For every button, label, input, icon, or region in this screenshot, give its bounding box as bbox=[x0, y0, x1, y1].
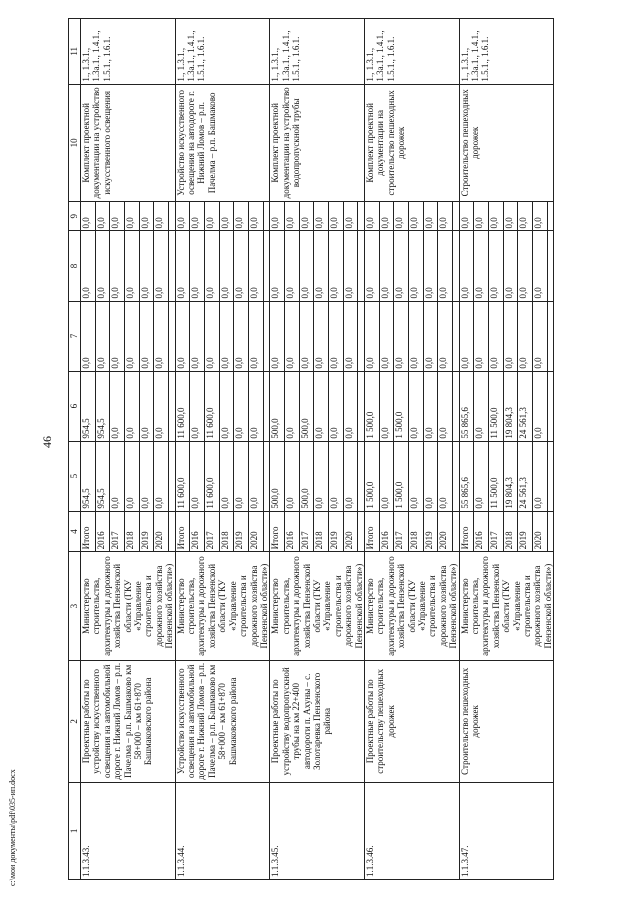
amount-cell: 0,0 bbox=[474, 441, 489, 511]
amount-cell: 0,0 bbox=[438, 231, 453, 301]
amount-cell: 0,0 bbox=[343, 231, 358, 301]
amount-cell: 0,0 bbox=[409, 441, 424, 511]
amount-cell: 0,0 bbox=[125, 202, 140, 231]
amount-cell: 0,0 bbox=[329, 441, 344, 511]
year-cell: 2017 bbox=[394, 511, 409, 552]
responsible-executor: Министерство строительства, архитектуры и дорожного хозяйства Пензенской области (ГКУ «Управление строительства и дорожного хозяйства Пензенской области») bbox=[81, 552, 176, 660]
expected-result: Комплект проектной документации на строительство пешеходных дорожек bbox=[364, 84, 459, 202]
amount-cell: 11 500,0 bbox=[489, 371, 504, 441]
amount-cell: 954,5 bbox=[95, 371, 110, 441]
amount-cell: 19 804,3 bbox=[503, 441, 518, 511]
amount-cell: 0,0 bbox=[438, 301, 453, 371]
year-cell: 2020 bbox=[533, 511, 548, 552]
amount-cell: 954,5 bbox=[95, 441, 110, 511]
amount-cell: 0,0 bbox=[234, 371, 249, 441]
expected-result: Строительство пешеходных дорожек bbox=[459, 84, 554, 202]
year-cell: 2020 bbox=[438, 511, 453, 552]
amount-cell: 0,0 bbox=[190, 231, 205, 301]
year-cell: 2016 bbox=[474, 511, 489, 552]
amount-cell: 0,0 bbox=[110, 202, 125, 231]
activity-code: 1.1.3.43. bbox=[81, 782, 176, 879]
amount-cell: 0,0 bbox=[249, 202, 264, 231]
amount-cell: 0,0 bbox=[205, 301, 220, 371]
amount-cell: 0,0 bbox=[343, 441, 358, 511]
table-row bbox=[270, 19, 285, 880]
amount-cell: 0,0 bbox=[270, 202, 285, 231]
amount-cell: 0,0 bbox=[438, 202, 453, 231]
spacer-cell bbox=[547, 511, 554, 552]
amount-cell: 0,0 bbox=[190, 301, 205, 371]
header-cell: 5 bbox=[69, 441, 81, 511]
year-cell: 2020 bbox=[343, 511, 358, 552]
amount-cell: 0,0 bbox=[125, 231, 140, 301]
target-indicators: 1., 1.3.1., 1.3а.1., 1.4.1., 1.5.1., 1.6.1. bbox=[81, 19, 176, 85]
amount-cell: 0,0 bbox=[459, 202, 474, 231]
amount-cell: 0,0 bbox=[474, 231, 489, 301]
amount-cell: 0,0 bbox=[175, 202, 190, 231]
amount-cell: 0,0 bbox=[95, 202, 110, 231]
target-indicators: 1., 1.3.1., 1.3а.1., 1.4.1., 1.5.1., 1.6.1. bbox=[364, 19, 459, 85]
amount-cell: 0,0 bbox=[329, 371, 344, 441]
amount-cell: 0,0 bbox=[394, 301, 409, 371]
amount-cell: 11 600,0 bbox=[175, 371, 190, 441]
amount-cell: 1 500,0 bbox=[394, 371, 409, 441]
amount-cell: 0,0 bbox=[95, 231, 110, 301]
year-cell: 2020 bbox=[249, 511, 264, 552]
amount-cell: 0,0 bbox=[234, 301, 249, 371]
activity-code: 1.1.3.44. bbox=[175, 782, 270, 879]
amount-cell: 0,0 bbox=[314, 371, 329, 441]
amount-cell: 0,0 bbox=[285, 301, 300, 371]
responsible-executor: Министерство строительства, архитектуры и дорожного хозяйства Пензенской области (ГКУ «Управление строительства и дорожного хозяйства Пензенской области») bbox=[175, 552, 270, 660]
amount-cell: 19 804,3 bbox=[503, 371, 518, 441]
amount-cell: 0,0 bbox=[379, 441, 394, 511]
amount-cell: 0,0 bbox=[459, 301, 474, 371]
amount-cell: 954,5 bbox=[81, 441, 96, 511]
amount-cell: 0,0 bbox=[423, 231, 438, 301]
table-row bbox=[459, 19, 474, 880]
year-cell: 2018 bbox=[409, 511, 424, 552]
rotated-table-container bbox=[68, 18, 588, 880]
amount-cell: 0,0 bbox=[249, 371, 264, 441]
amount-cell: 0,0 bbox=[270, 301, 285, 371]
expected-result: Комплект проектной документации на устройство водопропускной трубы bbox=[270, 84, 365, 202]
amount-cell: 24 561,3 bbox=[518, 371, 533, 441]
year-cell: Итого bbox=[270, 511, 285, 552]
amount-cell: 0,0 bbox=[409, 371, 424, 441]
amount-cell: 0,0 bbox=[154, 441, 169, 511]
amount-cell: 0,0 bbox=[489, 202, 504, 231]
amount-cell: 0,0 bbox=[190, 202, 205, 231]
header-cell: 4 bbox=[69, 511, 81, 552]
amount-cell: 0,0 bbox=[110, 441, 125, 511]
amount-cell: 0,0 bbox=[343, 202, 358, 231]
amount-cell: 0,0 bbox=[379, 301, 394, 371]
amount-cell: 0,0 bbox=[364, 202, 379, 231]
target-indicators: 1., 1.3.1., 1.3а.1., 1.4.1., 1.5.1., 1.6.1. bbox=[459, 19, 554, 85]
amount-cell: 0,0 bbox=[219, 441, 234, 511]
amount-cell: 0,0 bbox=[139, 231, 154, 301]
amount-cell: 0,0 bbox=[423, 371, 438, 441]
year-cell: 2019 bbox=[139, 511, 154, 552]
amount-cell: 0,0 bbox=[518, 231, 533, 301]
amount-cell: 0,0 bbox=[489, 231, 504, 301]
amount-cell: 0,0 bbox=[125, 441, 140, 511]
amount-cell: 1 500,0 bbox=[394, 441, 409, 511]
amount-cell: 0,0 bbox=[285, 441, 300, 511]
amount-cell: 0,0 bbox=[270, 231, 285, 301]
activity-name: Проектные работы по устройству искусственного освещения на автомобильной дороге г. Нижний Ломов – р.п. Пачелма – р.п. Башмаково км 58+000 – км 61+870 Башмаковского района bbox=[81, 660, 176, 782]
amount-cell: 0,0 bbox=[438, 371, 453, 441]
amount-cell: 1 500,0 bbox=[364, 441, 379, 511]
amount-cell: 0,0 bbox=[423, 441, 438, 511]
table-row bbox=[175, 19, 190, 880]
amount-cell: 500,0 bbox=[299, 371, 314, 441]
year-cell: 2020 bbox=[154, 511, 169, 552]
amount-cell: 11 600,0 bbox=[175, 441, 190, 511]
header-cell: 11 bbox=[69, 19, 81, 85]
amount-cell: 0,0 bbox=[329, 231, 344, 301]
expected-result: Комплект проектной документации на устройство искусственного освещения bbox=[81, 84, 176, 202]
header-cell: 3 bbox=[69, 552, 81, 660]
year-cell: 2018 bbox=[314, 511, 329, 552]
activity-name: Проектные работы по устройству водопропускной трубы на км 22+400 автодороги п. Ахуны – с. Золотаревка Пензенского района bbox=[270, 660, 365, 782]
amount-cell: 0,0 bbox=[139, 371, 154, 441]
amount-cell: 0,0 bbox=[314, 231, 329, 301]
amount-cell: 0,0 bbox=[409, 231, 424, 301]
spacer-cell bbox=[547, 301, 554, 371]
activity-name: Проектные работы по строительству пешеходных дорожек bbox=[364, 660, 459, 782]
amount-cell: 0,0 bbox=[533, 301, 548, 371]
header-row bbox=[69, 19, 81, 880]
amount-cell: 0,0 bbox=[139, 441, 154, 511]
table-row bbox=[81, 19, 96, 880]
year-cell: 2017 bbox=[489, 511, 504, 552]
amount-cell: 0,0 bbox=[533, 202, 548, 231]
target-indicators: 1., 1.3.1., 1.3а.1., 1.4.1., 1.5.1., 1.6.1. bbox=[270, 19, 365, 85]
amount-cell: 0,0 bbox=[285, 202, 300, 231]
amount-cell: 0,0 bbox=[394, 202, 409, 231]
target-indicators: 1., 1.3.1., 1.3а.1., 1.4.1., 1.5.1., 1.6.1. bbox=[175, 19, 270, 85]
header-cell: 2 bbox=[69, 660, 81, 782]
year-cell: 2019 bbox=[329, 511, 344, 552]
activity-code: 1.1.3.46. bbox=[364, 782, 459, 879]
amount-cell: 0,0 bbox=[139, 202, 154, 231]
year-cell: 2016 bbox=[379, 511, 394, 552]
amount-cell: 0,0 bbox=[110, 301, 125, 371]
header-cell: 6 bbox=[69, 371, 81, 441]
amount-cell: 0,0 bbox=[503, 202, 518, 231]
year-cell: Итого bbox=[364, 511, 379, 552]
spacer-cell bbox=[547, 441, 554, 511]
year-cell: 2017 bbox=[205, 511, 220, 552]
amount-cell: 0,0 bbox=[175, 301, 190, 371]
amount-cell: 0,0 bbox=[125, 301, 140, 371]
year-cell: 2017 bbox=[110, 511, 125, 552]
amount-cell: 0,0 bbox=[234, 202, 249, 231]
year-cell: 2017 bbox=[299, 511, 314, 552]
amount-cell: 0,0 bbox=[219, 371, 234, 441]
amount-cell: 0,0 bbox=[219, 301, 234, 371]
header-cell: 9 bbox=[69, 202, 81, 231]
header-cell: 1 bbox=[69, 782, 81, 879]
year-cell: 2019 bbox=[423, 511, 438, 552]
year-cell: 2018 bbox=[503, 511, 518, 552]
amount-cell: 0,0 bbox=[95, 301, 110, 371]
amount-cell: 0,0 bbox=[219, 202, 234, 231]
amount-cell: 0,0 bbox=[503, 301, 518, 371]
amount-cell: 0,0 bbox=[314, 301, 329, 371]
amount-cell: 0,0 bbox=[314, 202, 329, 231]
amount-cell: 0,0 bbox=[205, 202, 220, 231]
year-cell: Итого bbox=[175, 511, 190, 552]
amount-cell: 0,0 bbox=[205, 231, 220, 301]
amount-cell: 0,0 bbox=[438, 441, 453, 511]
amount-cell: 0,0 bbox=[285, 231, 300, 301]
header-cell: 7 bbox=[69, 301, 81, 371]
amount-cell: 0,0 bbox=[423, 301, 438, 371]
amount-cell: 500,0 bbox=[270, 371, 285, 441]
activity-code: 1.1.3.45. bbox=[270, 782, 365, 879]
amount-cell: 0,0 bbox=[364, 231, 379, 301]
amount-cell: 0,0 bbox=[299, 231, 314, 301]
amount-cell: 0,0 bbox=[154, 202, 169, 231]
amount-cell: 0,0 bbox=[343, 371, 358, 441]
amount-cell: 0,0 bbox=[533, 231, 548, 301]
year-cell: Итого bbox=[81, 511, 96, 552]
amount-cell: 0,0 bbox=[379, 371, 394, 441]
year-cell: 2018 bbox=[219, 511, 234, 552]
amount-cell: 11 600,0 bbox=[205, 371, 220, 441]
responsible-executor: Министерство строительства, архитектуры и дорожного хозяйства Пензенской области (ГКУ «Управление строительства и дорожного хозяйства Пензенской области») bbox=[270, 552, 365, 660]
expected-result: Устройство искусственного освещения на автодороге г. Нижний Ломов – р.п. Пачелма – р.п. Башмаково bbox=[175, 84, 270, 202]
amount-cell: 0,0 bbox=[518, 202, 533, 231]
spacer-cell bbox=[547, 371, 554, 441]
amount-cell: 0,0 bbox=[329, 301, 344, 371]
amount-cell: 55 865,6 bbox=[459, 371, 474, 441]
year-cell: 2019 bbox=[234, 511, 249, 552]
amount-cell: 0,0 bbox=[190, 441, 205, 511]
amount-cell: 0,0 bbox=[154, 301, 169, 371]
amount-cell: 0,0 bbox=[81, 202, 96, 231]
table-row bbox=[364, 19, 379, 880]
amount-cell: 0,0 bbox=[110, 371, 125, 441]
amount-cell: 0,0 bbox=[459, 231, 474, 301]
amount-cell: 0,0 bbox=[154, 371, 169, 441]
program-activities-table bbox=[68, 18, 554, 880]
amount-cell: 0,0 bbox=[110, 231, 125, 301]
page-number: 46 bbox=[40, 436, 54, 448]
amount-cell: 0,0 bbox=[249, 301, 264, 371]
spacer-cell bbox=[547, 202, 554, 231]
amount-cell: 0,0 bbox=[81, 301, 96, 371]
amount-cell: 0,0 bbox=[379, 231, 394, 301]
amount-cell: 0,0 bbox=[474, 371, 489, 441]
amount-cell: 500,0 bbox=[299, 441, 314, 511]
amount-cell: 0,0 bbox=[379, 202, 394, 231]
amount-cell: 0,0 bbox=[409, 301, 424, 371]
activity-name: Строительство пешеходных дорожек bbox=[459, 660, 554, 782]
amount-cell: 0,0 bbox=[125, 371, 140, 441]
amount-cell: 0,0 bbox=[329, 202, 344, 231]
amount-cell: 0,0 bbox=[234, 441, 249, 511]
amount-cell: 0,0 bbox=[343, 301, 358, 371]
activity-code: 1.1.3.47. bbox=[459, 782, 554, 879]
amount-cell: 1 500,0 bbox=[364, 371, 379, 441]
year-cell: 2018 bbox=[125, 511, 140, 552]
footer-file-path: c:\мои документы\pdf\035-ип.docx bbox=[8, 769, 17, 886]
year-cell: 2019 bbox=[518, 511, 533, 552]
year-cell: 2016 bbox=[95, 511, 110, 552]
amount-cell: 0,0 bbox=[474, 202, 489, 231]
amount-cell: 0,0 bbox=[139, 301, 154, 371]
spacer-cell bbox=[547, 231, 554, 301]
amount-cell: 0,0 bbox=[518, 301, 533, 371]
amount-cell: 0,0 bbox=[219, 231, 234, 301]
amount-cell: 954,5 bbox=[81, 371, 96, 441]
amount-cell: 0,0 bbox=[285, 371, 300, 441]
amount-cell: 0,0 bbox=[175, 231, 190, 301]
amount-cell: 0,0 bbox=[299, 301, 314, 371]
amount-cell: 11 600,0 bbox=[205, 441, 220, 511]
amount-cell: 11 500,0 bbox=[489, 441, 504, 511]
amount-cell: 55 865,6 bbox=[459, 441, 474, 511]
amount-cell: 0,0 bbox=[81, 231, 96, 301]
year-cell: 2016 bbox=[190, 511, 205, 552]
amount-cell: 0,0 bbox=[249, 441, 264, 511]
header-cell: 10 bbox=[69, 84, 81, 202]
amount-cell: 0,0 bbox=[299, 202, 314, 231]
amount-cell: 0,0 bbox=[154, 231, 169, 301]
amount-cell: 0,0 bbox=[423, 202, 438, 231]
amount-cell: 0,0 bbox=[474, 301, 489, 371]
amount-cell: 0,0 bbox=[533, 371, 548, 441]
header-cell: 8 bbox=[69, 231, 81, 301]
amount-cell: 0,0 bbox=[234, 231, 249, 301]
activity-name: Устройство искусственного освещения на автомобильной дороге г. Нижний Ломов – р.п. Пачелма – р.п. Башмаково км 58+000 – км 61+870 Башмаковского района bbox=[175, 660, 270, 782]
amount-cell: 500,0 bbox=[270, 441, 285, 511]
year-cell: 2016 bbox=[285, 511, 300, 552]
amount-cell: 0,0 bbox=[489, 301, 504, 371]
amount-cell: 0,0 bbox=[364, 301, 379, 371]
amount-cell: 0,0 bbox=[503, 231, 518, 301]
responsible-executor: Министерство строительства, архитектуры и дорожного хозяйства Пензенской области (ГКУ «Управление строительства и дорожного хозяйства Пензенской области») bbox=[364, 552, 459, 660]
amount-cell: 0,0 bbox=[249, 231, 264, 301]
year-cell: Итого bbox=[459, 511, 474, 552]
responsible-executor: Министерство строительства, архитектуры и дорожного хозяйства Пензенской области (ГКУ «Управление строительства и дорожного хозяйства Пензенской области») bbox=[459, 552, 554, 660]
amount-cell: 0,0 bbox=[190, 371, 205, 441]
amount-cell: 24 561,3 bbox=[518, 441, 533, 511]
amount-cell: 0,0 bbox=[533, 441, 548, 511]
amount-cell: 0,0 bbox=[409, 202, 424, 231]
amount-cell: 0,0 bbox=[314, 441, 329, 511]
amount-cell: 0,0 bbox=[394, 231, 409, 301]
